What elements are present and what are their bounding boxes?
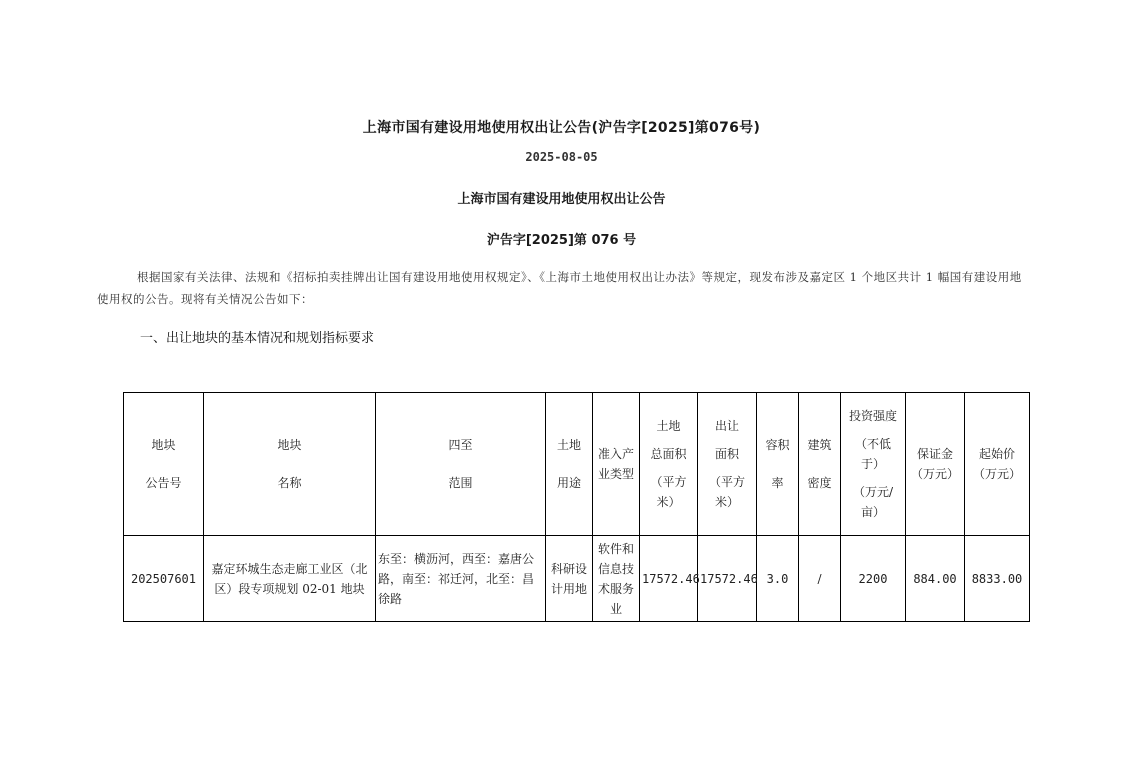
section-title: 一、出让地块的基本情况和规划指标要求 [140,331,375,346]
header-building-density: 建筑 密度 [799,393,841,536]
cell-notice-no: 202507601 [124,536,204,622]
header-plot-ratio: 容积 率 [757,393,799,536]
header-total-area: 土地 总面积 （平方 米） [640,393,698,536]
header-deposit: 保证金 （万元） [906,393,965,536]
announcement-number: 沪告字[2025]第 076 号 [486,233,637,248]
cell-building-density: / [799,536,841,622]
cell-transfer-area: 17572.46 [698,536,757,622]
header-parcel-name: 地块 名称 [204,393,376,536]
header-land-use: 土地 用途 [546,393,593,536]
cell-plot-ratio: 3.0 [757,536,799,622]
cell-parcel-name: 嘉定环城生态走廊工业区（北区）段专项规划 02-01 地块 [204,536,376,622]
table-row [124,536,1030,622]
cell-industry-type: 软件和信息技术服务业 [593,536,640,622]
cell-total-area: 17572.46 [640,536,698,622]
header-transfer-area: 出让 面积 （平方 米） [698,393,757,536]
parcel-table [123,392,1030,622]
table-header-row [124,393,1030,536]
document-title: 上海市国有建设用地使用权出让公告(沪告字[2025]第076号) [362,120,761,136]
cell-boundaries: 东至：横沥河，西至：嘉唐公路，南至：祁迁河，北至：昌徐路 [376,536,546,622]
cell-investment-intensity: 2200 [841,536,906,622]
header-industry-type: 准入产 业类型 [593,393,640,536]
cell-land-use: 科研设计用地 [546,536,593,622]
header-notice-no: 地块 公告号 [124,393,204,536]
announcement-heading: 上海市国有建设用地使用权出让公告 [457,192,666,207]
header-investment-intensity: 投资强度 （不低 于） （万元/ 亩） [841,393,906,536]
cell-deposit: 884.00 [906,536,965,622]
header-starting-price: 起始价 （万元） [965,393,1030,536]
header-boundaries: 四至 范围 [376,393,546,536]
intro-paragraph: 根据国家有关法律、法规和《招标拍卖挂牌出让国有建设用地使用权规定》、《上海市土地使用权出让办法》等规定，现发布涉及嘉定区 1 个地区共计 1 幅国有建设用地使用权的公告。现将有关情况公告如下： [97,270,1022,306]
publish-date: 2025-08-05 [525,150,598,164]
cell-starting-price: 8833.00 [965,536,1030,622]
